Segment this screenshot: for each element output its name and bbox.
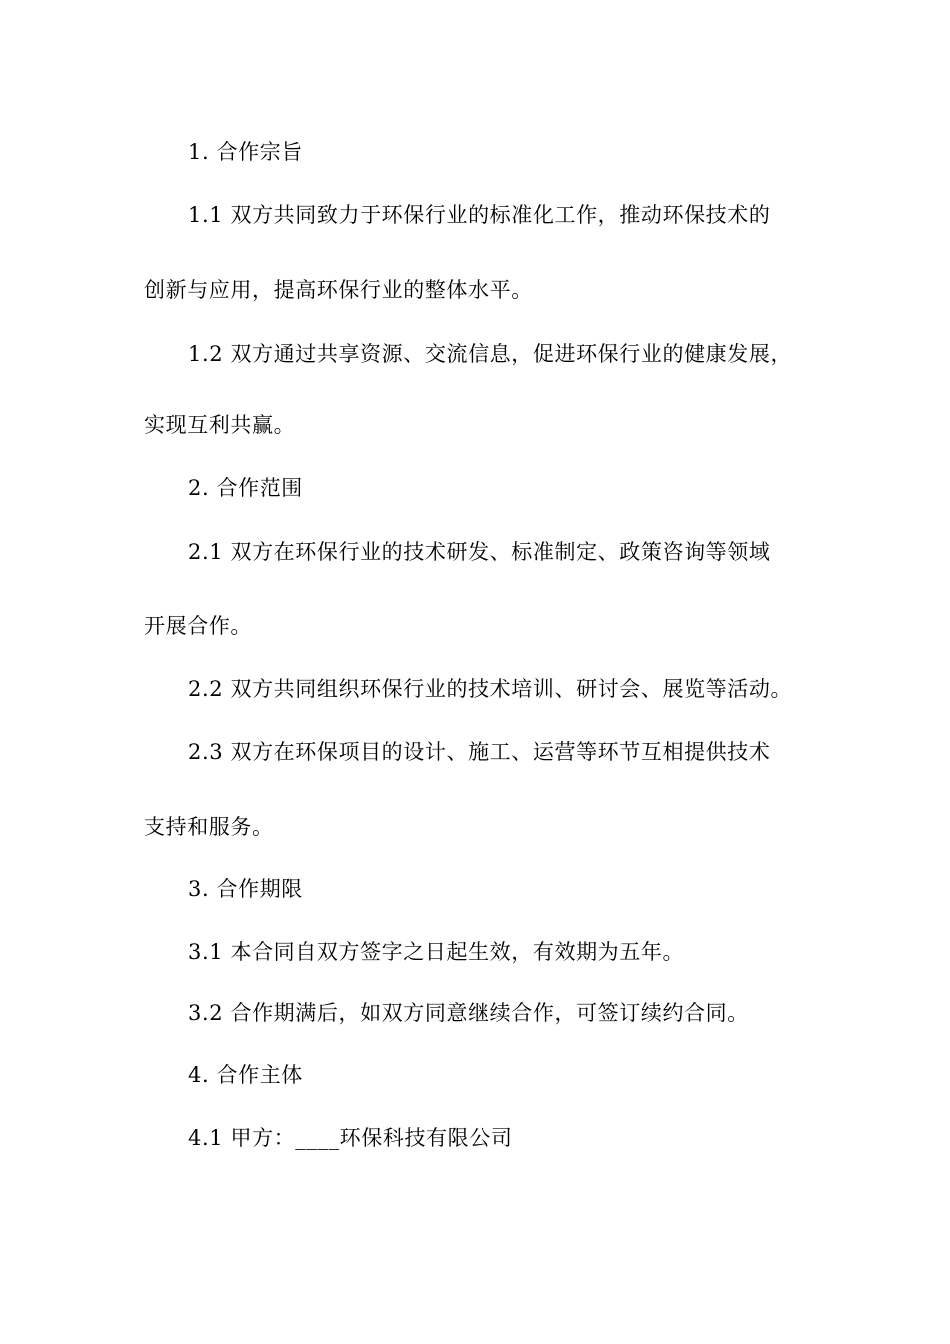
clause-1-2-line-1: 1.2 双方通过共享资源、交流信息，促进环保行业的健康发展， <box>188 342 793 366</box>
clause-1-1-line-1: 1.1 双方共同致力于环保行业的标准化工作，推动环保技术的 <box>188 203 771 227</box>
clause-1-1-line-2: 创新与应用，提高环保行业的整体水平。 <box>144 278 533 302</box>
section-heading-3: 3. 合作期限 <box>188 877 303 901</box>
clause-1-2-line-2: 实现互利共赢。 <box>144 413 296 437</box>
clause-3-1: 3.1 本合同自双方签字之日起生效，有效期为五年。 <box>188 940 685 964</box>
clause-2-1-line-2: 开展合作。 <box>144 614 252 638</box>
clause-4-1: 4.1 甲方：____环保科技有限公司 <box>188 1126 513 1150</box>
clause-2-3-line-1: 2.3 双方在环保项目的设计、施工、运营等环节互相提供技术 <box>188 740 771 764</box>
section-heading-2: 2. 合作范围 <box>188 476 303 500</box>
clause-2-1-line-1: 2.1 双方在环保行业的技术研发、标准制定、政策咨询等领域 <box>188 540 771 564</box>
clause-2-2: 2.2 双方共同组织环保行业的技术培训、研讨会、展览等活动。 <box>188 677 793 701</box>
clause-3-2: 3.2 合作期满后，如双方同意继续合作，可签订续约合同。 <box>188 1001 749 1025</box>
section-heading-1: 1. 合作宗旨 <box>188 140 303 164</box>
clause-2-3-line-2: 支持和服务。 <box>144 815 274 839</box>
section-heading-4: 4. 合作主体 <box>188 1063 303 1087</box>
